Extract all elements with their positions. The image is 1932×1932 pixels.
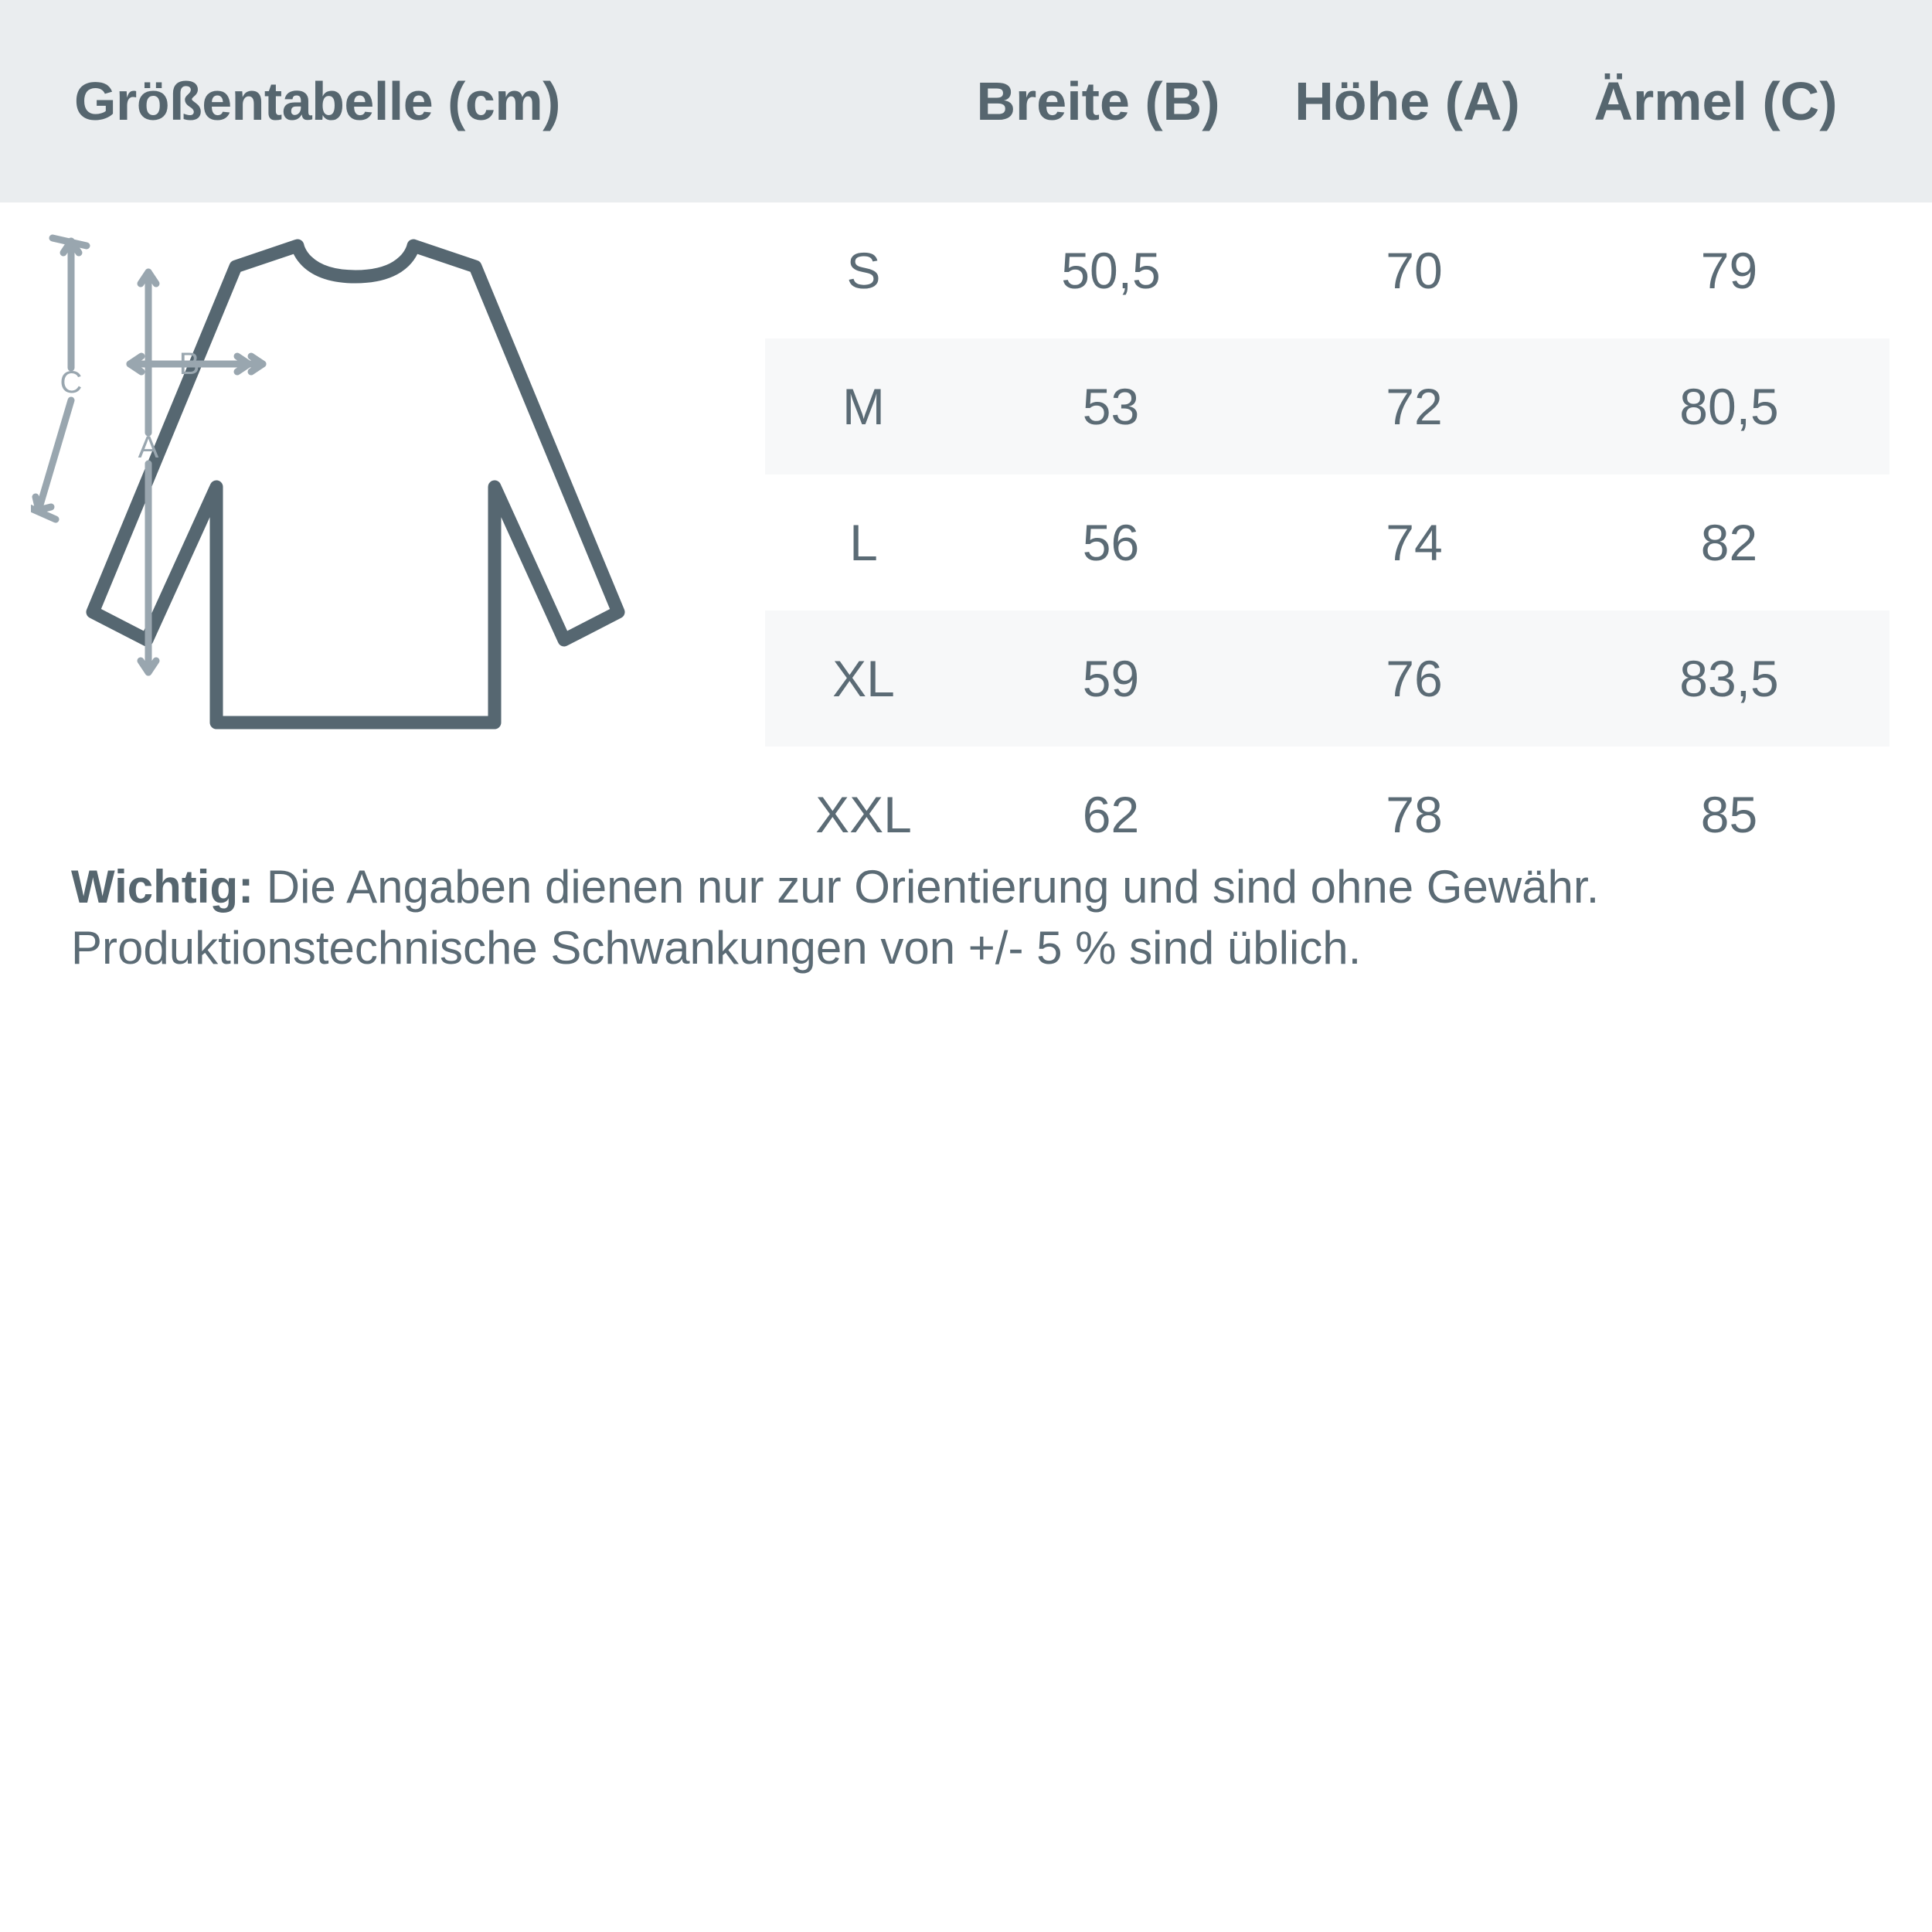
- cell-aermel: 83,5: [1679, 650, 1779, 707]
- table-row: [765, 611, 1889, 747]
- cell-hoehe: 74: [1386, 514, 1443, 571]
- table-row: [765, 338, 1889, 474]
- table-row: [765, 474, 1889, 611]
- cell-hoehe: 76: [1386, 650, 1443, 707]
- cell-size: L: [849, 514, 878, 571]
- cell-size: XL: [832, 650, 895, 707]
- table-row: [765, 202, 1889, 338]
- label-c: C: [60, 366, 83, 400]
- cell-hoehe: 72: [1386, 378, 1443, 435]
- cell-aermel: 85: [1700, 786, 1758, 843]
- label-a: A: [138, 430, 159, 464]
- cell-breite: 62: [1082, 786, 1140, 843]
- disclaimer: [71, 856, 1872, 978]
- column-header-hoehe: Höhe (A): [1294, 71, 1520, 131]
- shirt-diagram: [31, 232, 773, 804]
- page-title: Größentabelle (cm): [74, 71, 560, 131]
- cell-aermel: 82: [1700, 514, 1758, 571]
- cell-size: S: [846, 242, 881, 299]
- cell-aermel: 79: [1700, 242, 1758, 299]
- cell-size: XXL: [815, 786, 912, 843]
- disclaimer-lead: Wichtig:: [71, 861, 254, 913]
- cell-hoehe: 70: [1386, 242, 1443, 299]
- disclaimer-text: Die Angaben dienen nur zur Orientierung und sind ohne Gewähr. Produktionstechnische Schwankungen von +/- 5 % sind üblich.: [71, 861, 1600, 975]
- cell-breite: 59: [1082, 650, 1140, 707]
- cell-aermel: 80,5: [1679, 378, 1779, 435]
- cell-breite: 53: [1082, 378, 1140, 435]
- cell-hoehe: 78: [1386, 786, 1443, 843]
- label-b: B: [179, 347, 200, 381]
- size-chart-header: [0, 0, 1932, 202]
- cell-breite: 56: [1082, 514, 1140, 571]
- column-header-aermel: Ärmel (C): [1594, 71, 1838, 131]
- size-table: [765, 202, 1889, 883]
- cell-size: M: [842, 378, 885, 435]
- cell-breite: 50,5: [1061, 242, 1161, 299]
- column-headers: [773, 70, 1870, 132]
- column-header-breite: Breite (B): [976, 71, 1220, 131]
